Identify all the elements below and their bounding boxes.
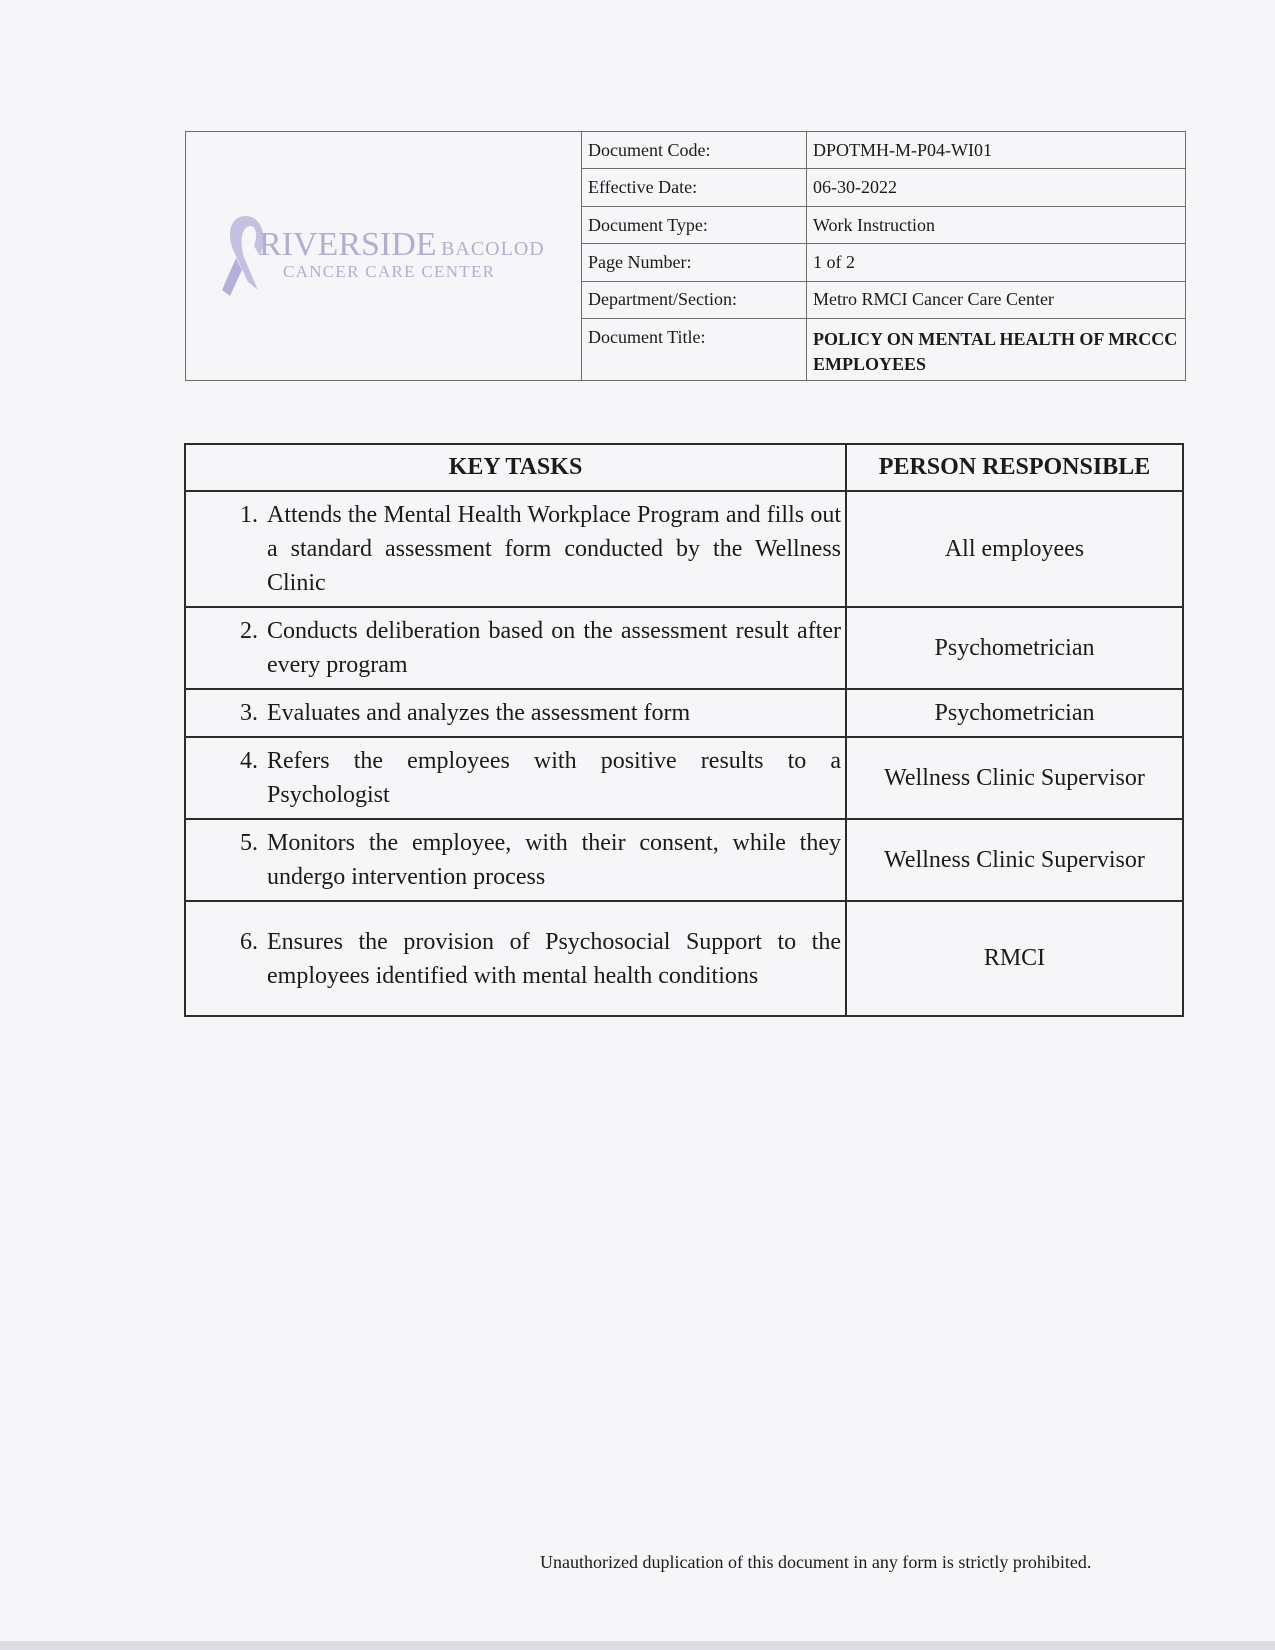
riverside-logo bbox=[186, 206, 581, 306]
table-row bbox=[185, 689, 1183, 737]
person-responsible: RMCI bbox=[846, 901, 1183, 1016]
task-number: 6. bbox=[240, 928, 258, 955]
task-text: Conducts deliberation based on the assessment result after every program bbox=[267, 618, 841, 678]
task-cell bbox=[185, 819, 846, 901]
table-row bbox=[185, 901, 1183, 1016]
task-text: Monitors the employee, with their consent, while they undergo intervention process bbox=[267, 830, 841, 890]
logo-tagline: CANCER CARE CENTER bbox=[283, 262, 496, 281]
document-header-table bbox=[185, 131, 1186, 381]
table-row bbox=[185, 819, 1183, 901]
task-number: 5. bbox=[240, 830, 258, 856]
task-cell bbox=[185, 901, 846, 1016]
task-text: Evaluates and analyzes the assessment form bbox=[267, 700, 691, 726]
task-number: 2. bbox=[240, 618, 258, 644]
task-number: 3. bbox=[240, 700, 258, 726]
task-number: 4. bbox=[240, 748, 258, 774]
header-label: Effective Date: bbox=[582, 169, 807, 206]
logo-cell bbox=[186, 132, 582, 381]
header-value: DPOTMH-M-P04-WI01 bbox=[807, 132, 1186, 169]
header-value: 06-30-2022 bbox=[807, 169, 1186, 206]
person-responsible: Wellness Clinic Supervisor bbox=[846, 737, 1183, 819]
scan-edge bbox=[0, 1641, 1275, 1650]
header-label: Document Code: bbox=[582, 132, 807, 169]
person-responsible: Psychometrician bbox=[846, 607, 1183, 689]
header-label: Document Title: bbox=[582, 319, 807, 381]
header-value: Work Instruction bbox=[807, 206, 1186, 243]
task-cell bbox=[185, 689, 846, 737]
header-label: Document Type: bbox=[582, 206, 807, 243]
person-responsible: All employees bbox=[846, 491, 1183, 607]
task-cell bbox=[185, 491, 846, 607]
logo-name-sub: BACOLOD bbox=[441, 238, 545, 260]
task-number: 1. bbox=[240, 502, 258, 528]
document-title: POLICY ON MENTAL HEALTH OF MRCCC EMPLOYEES bbox=[807, 319, 1186, 381]
logo-name bbox=[259, 226, 545, 264]
task-cell bbox=[185, 737, 846, 819]
task-text: Ensures the provision of Psychosocial Support to the employees identified with mental health conditions bbox=[267, 928, 841, 989]
header-value: 1 of 2 bbox=[807, 244, 1186, 281]
footer-notice: Unauthorized duplication of this document in any form is strictly prohibited. bbox=[540, 1552, 1092, 1572]
header-label: Page Number: bbox=[582, 244, 807, 281]
table-row bbox=[185, 607, 1183, 689]
logo-name-main: RIVERSIDE bbox=[259, 226, 437, 263]
task-text: Refers the employees with positive results to a Psychologist bbox=[267, 748, 841, 808]
key-tasks-table bbox=[184, 443, 1184, 1017]
person-responsible: Psychometrician bbox=[846, 689, 1183, 737]
header-label: Department/Section: bbox=[582, 281, 807, 318]
table-row bbox=[185, 737, 1183, 819]
task-text: Attends the Mental Health Workplace Program and fills out a standard assessment form conducted by the Wellness Clinic bbox=[267, 502, 841, 596]
person-responsible-header: PERSON RESPONSIBLE bbox=[846, 444, 1183, 491]
person-responsible: Wellness Clinic Supervisor bbox=[846, 819, 1183, 901]
table-row bbox=[185, 491, 1183, 607]
key-tasks-header: KEY TASKS bbox=[185, 444, 846, 491]
header-value: Metro RMCI Cancer Care Center bbox=[807, 281, 1186, 318]
task-cell bbox=[185, 607, 846, 689]
